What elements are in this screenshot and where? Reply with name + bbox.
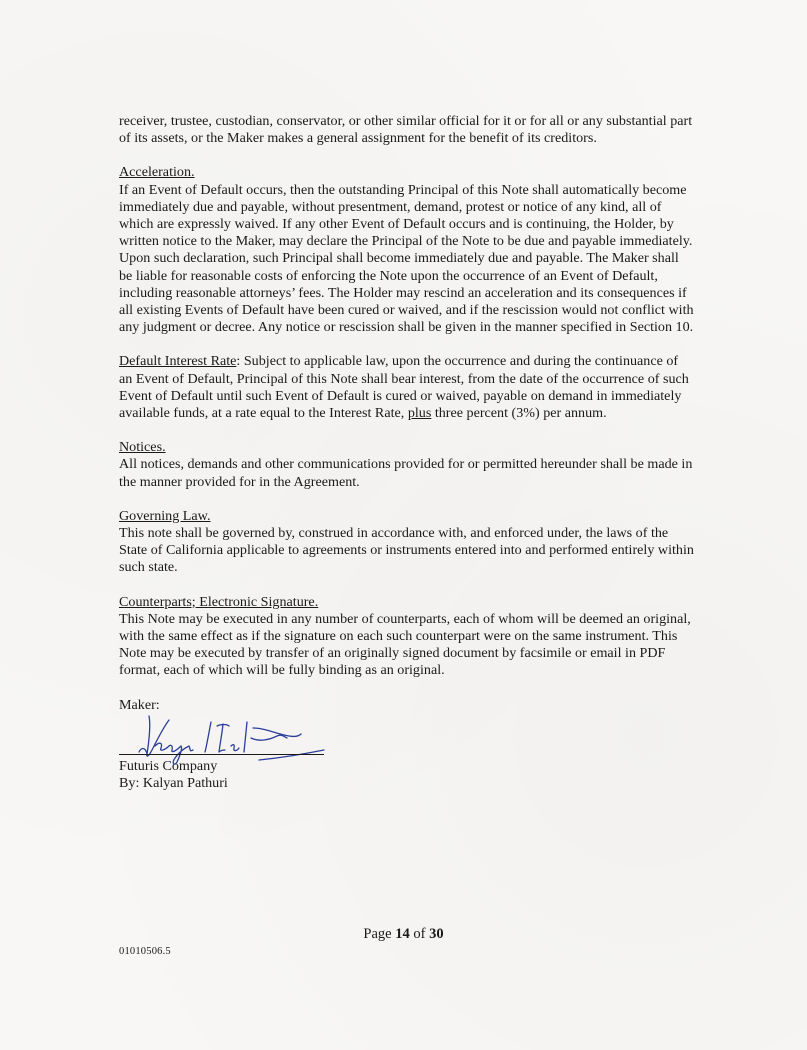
- acceleration-heading-text: Acceleration: [119, 164, 191, 181]
- page-number: [0, 926, 807, 943]
- notices-body: All notices, demands and other communications provided for or permitted hereunder shall be made in the manner provided for in the Agreement.: [119, 456, 693, 490]
- default-interest-body-end: three percent (3%) per annum.: [431, 405, 607, 422]
- acceleration-heading: [119, 164, 694, 181]
- notices-heading-punct: .: [162, 439, 166, 456]
- page-number-separator: of: [409, 926, 430, 942]
- handwritten-signature: [119, 706, 349, 766]
- page-number-prefix: Page: [363, 926, 396, 942]
- intro-paragraph: receiver, trustee, custodian, conservator, or other similar official for it or for all or any substantial part of its assets, or the Maker makes a general assignment for the benefit of its creditors.: [119, 113, 693, 147]
- maker-company: Futuris Company: [119, 757, 218, 774]
- document-id: 01010506.5: [119, 946, 171, 957]
- default-interest-body-start: : Subject to applicable law, upon the occurrence and during the continuance of an Event of Default, Principal of this Note shall bear interest, from the date of the occurrence of such Event of Default until such Event of Default is cured or waived, payable on demand in immediately available funds, at a rate equal to the Interest Rate,: [119, 353, 689, 422]
- default-interest-plus: plus: [407, 405, 432, 422]
- default-interest-heading: Default Interest Rate: [119, 353, 237, 370]
- section-governing-law: [119, 508, 694, 577]
- page-number-total: 30: [429, 926, 444, 942]
- counterparts-heading-text: Counterparts; Electronic Signature: [119, 593, 315, 610]
- section-default-interest: [119, 353, 694, 422]
- acceleration-body: If an Event of Default occurs, then the outstanding Principal of this Note shall automatically become immediately due and payable, without presentment, demand, protest or notice of any kind, all of which are expressly waived. If any other Event of Default occurs and is continuing, the Holder, by written notice to the Maker, may declare the Principal of the Note to be due and payable immediately. Upon such declaration, such Principal shall become immediately due and payable. The Maker shall be liable for reasonable costs of enforcing the Note upon the occurrence of an Event of Default, including reasonable attorneys’ fees. The Holder may rescind an acceleration and its consequences if all existing Events of Default have been cured or waived, and if the rescission would not conflict with any judgment or decree. Any notice or rescission shall be given in the manner specified in Section 10.: [119, 181, 694, 336]
- signature-line: [119, 754, 324, 755]
- governing-law-heading-punct: .: [206, 507, 211, 524]
- notices-heading-text: Notices: [119, 439, 163, 456]
- signature-area: [119, 718, 694, 758]
- maker-label: Maker:: [119, 696, 160, 713]
- counterparts-heading: [119, 594, 694, 611]
- governing-law-heading-text: Governing Law: [119, 507, 207, 524]
- section-acceleration: [119, 164, 694, 336]
- section-notices: [119, 439, 694, 491]
- section-counterparts: [119, 594, 694, 680]
- counterparts-heading-punct: .: [314, 593, 319, 610]
- governing-law-body: This note shall be governed by, construed in accordance with, and enforced under, the laws of the State of California applicable to agreements or instruments entered into and performed entirely within such state.: [119, 525, 694, 576]
- signature-block: [119, 697, 694, 793]
- acceleration-heading-punct: .: [191, 164, 195, 181]
- document-body: [119, 113, 694, 792]
- maker-signatory: By: Kalyan Pathuri: [119, 775, 228, 792]
- governing-law-heading: [119, 508, 694, 525]
- page-number-current: 14: [395, 926, 410, 942]
- counterparts-body: This Note may be executed in any number of counterparts, each of whom will be deemed an original, with the same effect as if the signature on each such counterpart were on the same instrument. This Note may be executed by transfer of an originally signed document by facsimile or email in PDF format, each of which will be fully binding as an original.: [119, 610, 691, 679]
- notices-heading: [119, 439, 694, 456]
